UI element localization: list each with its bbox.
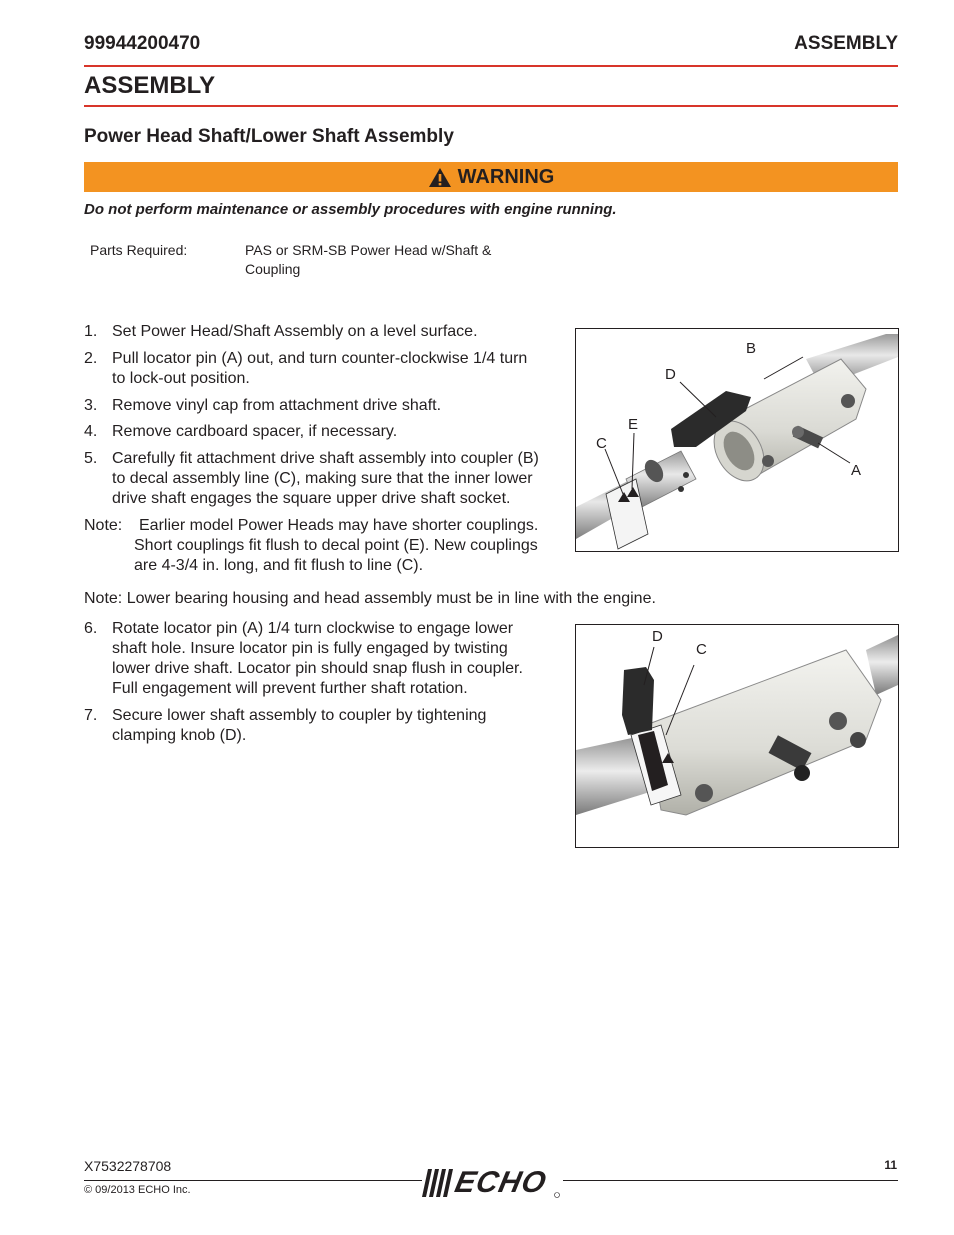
figure1-label-a: A	[851, 462, 862, 479]
page-title: ASSEMBLY	[84, 72, 216, 99]
parts-value: PAS or SRM-SB Power Head w/Shaft & Coupling	[245, 242, 492, 277]
figure1-label-c: C	[596, 435, 607, 452]
parts-label: Parts Required:	[90, 242, 188, 258]
figure1-label-e: E	[628, 416, 639, 433]
footer-rule-left	[84, 1180, 422, 1181]
figure1-label-b: B	[746, 340, 757, 357]
note-bearing-alignment: Note: Lower bearing housing and head assembly must be in line with the engine.	[84, 590, 656, 607]
copyright: © 09/2013 ECHO Inc.	[84, 1184, 191, 1196]
title-divider	[84, 105, 898, 107]
figure2-label-c: C	[696, 641, 707, 658]
figure1-label-d: D	[665, 366, 676, 383]
footer-rule-right	[563, 1180, 898, 1181]
echo-logo-text: ECHO	[452, 1166, 550, 1199]
section-subtitle: Power Head Shaft/Lower Shaft Assembly	[84, 126, 454, 147]
warning-banner	[84, 162, 898, 192]
figure-coupler-assembled	[575, 624, 899, 848]
header-section: ASSEMBLY	[794, 33, 898, 54]
warning-label: WARNING	[457, 165, 555, 188]
coupler-assembled-illustration	[576, 625, 898, 847]
header-part-number: 99944200470	[84, 33, 201, 54]
figure2-label-d: D	[652, 628, 663, 645]
echo-logo	[422, 1167, 562, 1199]
warning-message: Do not perform maintenance or assembly procedures with engine running.	[84, 201, 617, 218]
figure-coupler-exploded	[575, 328, 899, 552]
header-divider	[84, 65, 898, 67]
doc-number: X7532278708	[84, 1158, 172, 1174]
warning-triangle-icon	[428, 167, 452, 188]
coupler-exploded-illustration	[576, 329, 898, 551]
page-number: 11	[884, 1158, 897, 1172]
